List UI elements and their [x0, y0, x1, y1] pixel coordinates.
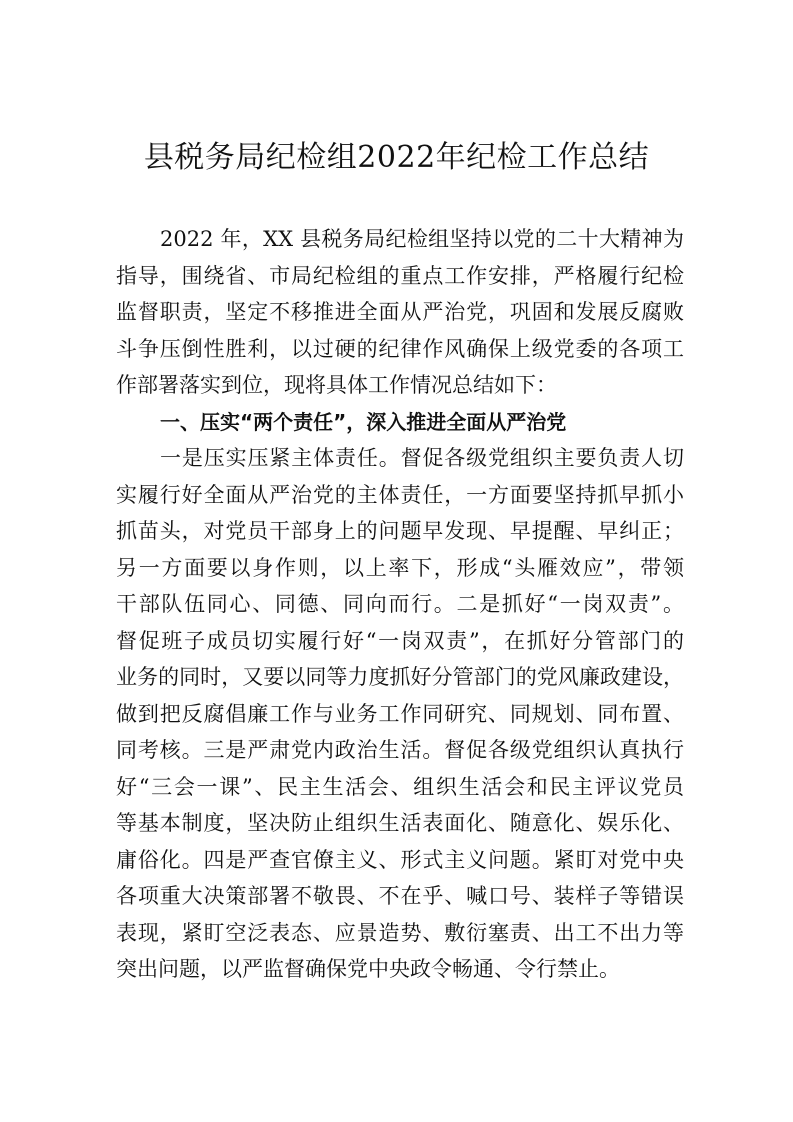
paragraph-line: 督促班子成员切实履行好“一岗双责”，在抓好分管部门的	[116, 628, 684, 653]
section-heading: 一、压实“两个责任”，深入推进全面从严治党	[160, 409, 567, 434]
paragraph-line: 各项重大决策部署不敬畏、不在乎、喊口号、装样子等错误	[116, 884, 684, 908]
paragraph-line: 庸俗化。四是严查官僚主义、形式主义问题。紧盯对党中央	[116, 847, 684, 872]
paragraph-line: 实履行好全面从严治党的主体责任，一方面要坚持抓早抓小	[116, 482, 684, 507]
paragraph-line: 表现，紧盯空泛表态、应景造势、敷衍塞责、出工不出力等	[116, 920, 684, 945]
paragraph-line: 斗争压倒性胜利，以过硬的纪律作风确保上级党委的各项工	[116, 336, 684, 361]
paragraph-line: 抓苗头，对党员干部身上的问题早发现、早提醒、早纠正；	[116, 519, 684, 543]
document-body	[116, 221, 684, 988]
paragraph-line: 一是压实压紧主体责任。督促各级党组织主要负责人切	[160, 446, 684, 470]
paragraph-line: 指导，围绕省、市局纪检组的重点工作安排，严格履行纪检	[116, 263, 684, 288]
paragraph-line: 2022 年，XX 县税务局纪检组坚持以党的二十大精神为	[160, 227, 684, 251]
paragraph-line: 干部队伍同心、同德、同向而行。二是抓好“一岗双责”。	[116, 592, 684, 616]
paragraph-line: 作部署落实到位，现将具体工作情况总结如下：	[116, 373, 557, 397]
paragraph-line: 业务的同时，又要以同等力度抓好分管部门的党风廉政建设，	[116, 665, 684, 689]
document-title: 县税务局纪检组2022年纪检工作总结	[143, 140, 650, 175]
paragraph-line: 好“三会一课”、民主生活会、组织生活会和民主评议党员	[116, 774, 684, 799]
paragraph-line: 等基本制度，坚决防止组织生活表面化、随意化、娱乐化、	[116, 811, 684, 835]
paragraph-line: 同考核。三是严肃党内政治生活。督促各级党组织认真执行	[116, 738, 684, 762]
paragraph-line: 突出问题，以严监督确保党中央政令畅通、令行禁止。	[116, 957, 620, 981]
paragraph-line: 做到把反腐倡廉工作与业务工作同研究、同规划、同布置、	[116, 701, 684, 726]
paragraph-line: 监督职责，坚定不移推进全面从严治党，巩固和发展反腐败	[116, 300, 684, 324]
paragraph-line: 另一方面要以身作则，以上率下，形成“头雁效应”，带领	[116, 555, 684, 580]
